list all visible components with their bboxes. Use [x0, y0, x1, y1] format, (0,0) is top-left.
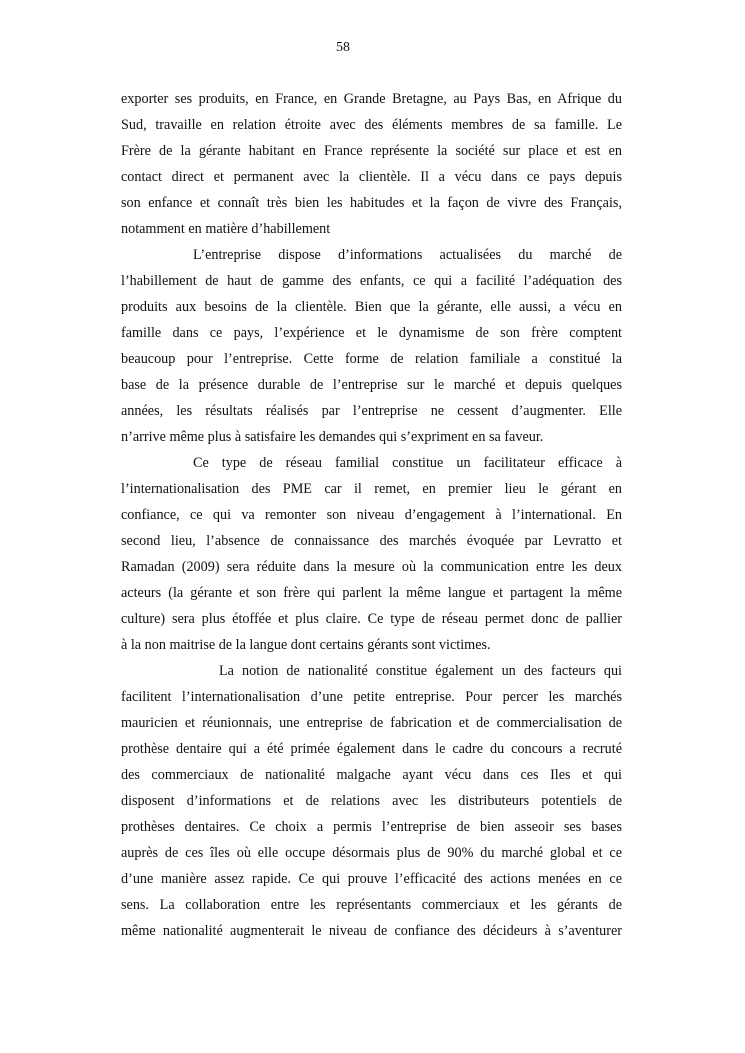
body-text — [121, 86, 622, 944]
text-line: prothèses dentaires. Ce choix a permis l’entreprise de bien asseoir ses bases — [121, 819, 622, 835]
text-line: n’arrive même plus à satisfaire les demandes qui s’expriment en sa faveur. — [121, 429, 544, 445]
text-line: d’une manière assez rapide. Ce qui prouve l’efficacité des actions menées en ce — [121, 871, 622, 887]
text-line: notamment en matière d’habillement — [121, 221, 331, 237]
text-line: des commerciaux de nationalité malgache ayant vécu dans ces Iles et qui — [121, 767, 622, 783]
text-line: à la non maitrise de la langue dont certains gérants sont victimes. — [121, 637, 491, 653]
text-line: auprès de ces îles où elle occupe désormais plus de 90% du marché global et ce — [121, 845, 622, 861]
text-line: culture) sera plus étoffée et plus claire. Ce type de réseau permet donc de pallier — [121, 611, 622, 627]
text-line: La notion de nationalité constitue également un des facteurs qui — [219, 663, 622, 679]
text-line: mauricien et réunionnais, une entreprise de fabrication et de commercialisation de — [121, 715, 622, 731]
text-line: confiance, ce qui va remonter son niveau d’engagement à l’international. En — [121, 507, 622, 523]
text-line: années, les résultats réalisés par l’entreprise ne cessent d’augmenter. Elle — [121, 403, 622, 419]
text-line: produits aux besoins de la clientèle. Bien que la gérante, elle aussi, a vécu en — [121, 299, 622, 315]
text-line: sens. La collaboration entre les représentants commerciaux et les gérants de — [121, 897, 622, 913]
text-line: l’habillement de haut de gamme des enfants, ce qui a facilité l’adéquation des — [121, 273, 622, 289]
text-line: prothèse dentaire qui a été primée également dans le cadre du concours a recruté — [121, 741, 622, 757]
text-line: base de la présence durable de l’entreprise sur le marché et depuis quelques — [121, 377, 622, 393]
text-line: même nationalité augmenterait le niveau de confiance des décideurs à s’aventurer — [121, 923, 622, 939]
text-line: son enfance et connaît très bien les habitudes et la façon de vivre des Français, — [121, 195, 622, 211]
text-line: contact direct et permanent avec la clientèle. Il a vécu dans ce pays depuis — [121, 169, 622, 185]
text-line: Ramadan (2009) sera réduite dans la mesure où la communication entre les deux — [121, 559, 622, 575]
text-line: second lieu, l’absence de connaissance des marchés évoquée par Levratto et — [121, 533, 622, 549]
text-line: exporter ses produits, en France, en Grande Bretagne, au Pays Bas, en Afrique du — [121, 91, 622, 107]
text-line: famille dans ce pays, l’expérience et le dynamisme de son frère comptent — [121, 325, 622, 341]
page-number: 58 — [336, 40, 350, 55]
text-line: Frère de la gérante habitant en France représente la société sur place et est en — [121, 143, 622, 159]
text-line: l’internationalisation des PME car il remet, en premier lieu le gérant en — [121, 481, 622, 497]
text-line: facilitent l’internationalisation d’une petite entreprise. Pour percer les marchés — [121, 689, 622, 705]
text-line: disposent d’informations et de relations avec les distributeurs potentiels de — [121, 793, 622, 809]
text-line: Sud, travaille en relation étroite avec des éléments membres de sa famille. Le — [121, 117, 622, 133]
text-line: Ce type de réseau familial constitue un facilitateur efficace à — [193, 455, 622, 471]
text-line: L’entreprise dispose d’informations actualisées du marché de — [193, 247, 622, 263]
text-line: beaucoup pour l’entreprise. Cette forme de relation familiale a constitué la — [121, 351, 622, 367]
text-line: acteurs (la gérante et son frère qui parlent la même langue et partagent la même — [121, 585, 622, 601]
